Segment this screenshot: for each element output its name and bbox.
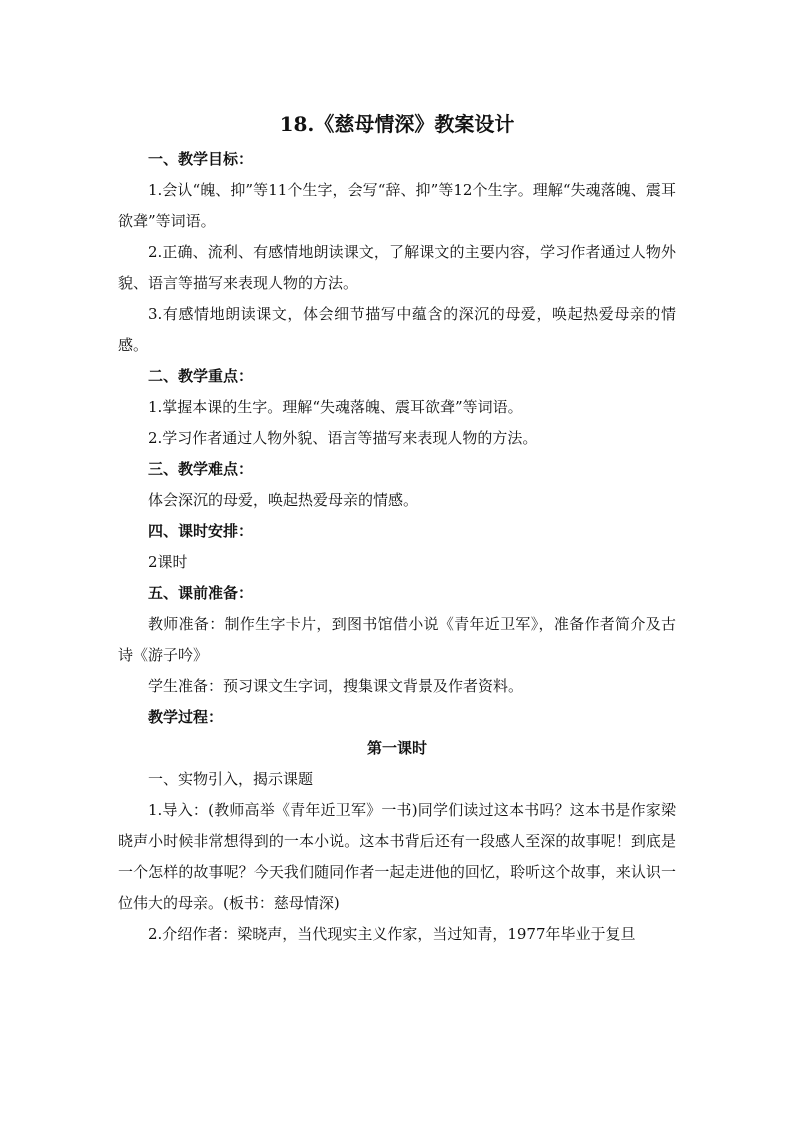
lesson-one-heading: 第一课时 <box>366 739 427 757</box>
document-page <box>118 108 676 950</box>
teacher-preparation: 教师准备：制作生字卡片，到图书馆借小说《青年近卫军》，准备作者简介及古诗《游子吟》 <box>118 615 676 664</box>
step-one-item-2: 2.介绍作者：梁晓声，当代现实主义作家，当过知青，1977年毕业于复旦 <box>148 925 636 943</box>
schedule-item: 2课时 <box>148 553 188 571</box>
student-preparation: 学生准备：预习课文生字词，搜集课文背景及作者资料。 <box>148 677 524 695</box>
key-point-2: 2.学习作者通过人物外貌、语言等描写来表现人物的方法。 <box>148 429 538 447</box>
key-point-1: 1.掌握本课的生字。理解“失魂落魄、震耳欲聋”等词语。 <box>148 398 523 416</box>
step-one-heading: 一、实物引入，揭示课题 <box>148 770 314 788</box>
process-heading: 教学过程： <box>148 708 224 726</box>
document-title: 18.《慈母情深》教案设计 <box>279 112 515 136</box>
goal-item-2: 2.正确、流利、有感情地朗读课文，了解课文的主要内容，学习作者通过人物外貌、语言等描写来表现人物的方法。 <box>118 243 676 292</box>
goals-heading: 一、教学目标： <box>148 150 254 168</box>
step-one-item-1: 1.导入：(教师高举《青年近卫军》一书)同学们读过这本书吗？这本书是作家梁晓声小时候非常想得到的一本小说。这本书背后还有一段感人至深的故事呢！到底是一个怎样的故事呢？今天我们随同作者一起走进他的回忆，聆听这个故事，来认识一位伟大的母亲。(板书：慈母情深) <box>118 801 676 912</box>
key-points-heading: 二、教学重点： <box>148 367 254 385</box>
preparation-heading: 五、课前准备： <box>148 584 254 602</box>
goal-item-1: 1.会认“魄、抑”等11个生字，会写“辞、抑”等12个生字。理解“失魂落魄、震耳欲聋”等词语。 <box>118 181 676 230</box>
difficulty-heading: 三、教学难点： <box>148 460 254 478</box>
goal-item-3: 3.有感情地朗读课文，体会细节描写中蕴含的深沉的母爱，唤起热爱母亲的情感。 <box>118 305 676 354</box>
difficulty-item: 体会深沉的母爱，唤起热爱母亲的情感。 <box>148 491 419 509</box>
schedule-heading: 四、课时安排： <box>148 522 254 540</box>
